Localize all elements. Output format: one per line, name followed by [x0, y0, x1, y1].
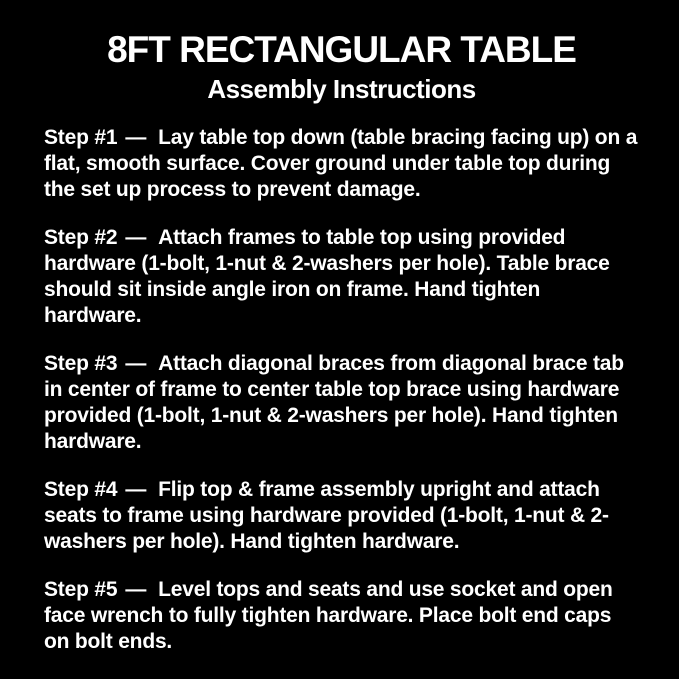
step-1 [44, 125, 639, 203]
step-1-text: Lay table top down (table bracing facing up) on a flat, smooth surface. Cover ground under table top during the set up process to prevent damage. [44, 126, 638, 202]
step-2 [44, 225, 639, 329]
step-4-text: Flip top & frame assembly upright and attach seats to frame using hardware provided (1-bolt, 1-nut & 2-washers per hole). Hand tighten hardware. [44, 478, 609, 554]
step-3-text: Attach diagonal braces from diagonal brace tab in center of frame to center table top brace using hardware provided (1-bolt, 1-nut & 2-washers per hole). Hand tighten hardware. [44, 352, 624, 454]
step-3-label: Step #3 [44, 352, 118, 376]
step-2-text: Attach frames to table top using provided hardware (1-bolt, 1-nut & 2-washers per hole). Table brace should sit inside angle iron on frame. Hand tighten hardware. [44, 226, 610, 328]
em-dash: — [125, 478, 147, 502]
step-5-label: Step #5 [44, 578, 118, 602]
step-4-label: Step #4 [44, 478, 118, 502]
step-2-label: Step #2 [44, 226, 118, 250]
steps-list [44, 125, 639, 655]
poster-header [44, 30, 639, 103]
em-dash: — [125, 226, 147, 250]
page-title: 8FT RECTANGULAR TABLE [107, 29, 576, 70]
page-subtitle: Assembly Instructions [207, 73, 476, 104]
step-5-text: Level tops and seats and use socket and open face wrench to fully tighten hardware. Place bolt end caps on bolt ends. [44, 578, 613, 654]
step-1-label: Step #1 [44, 126, 118, 150]
em-dash: — [125, 126, 147, 150]
step-5 [44, 577, 639, 655]
em-dash: — [125, 578, 147, 602]
step-3 [44, 351, 639, 455]
em-dash: — [125, 352, 147, 376]
step-4 [44, 477, 639, 555]
